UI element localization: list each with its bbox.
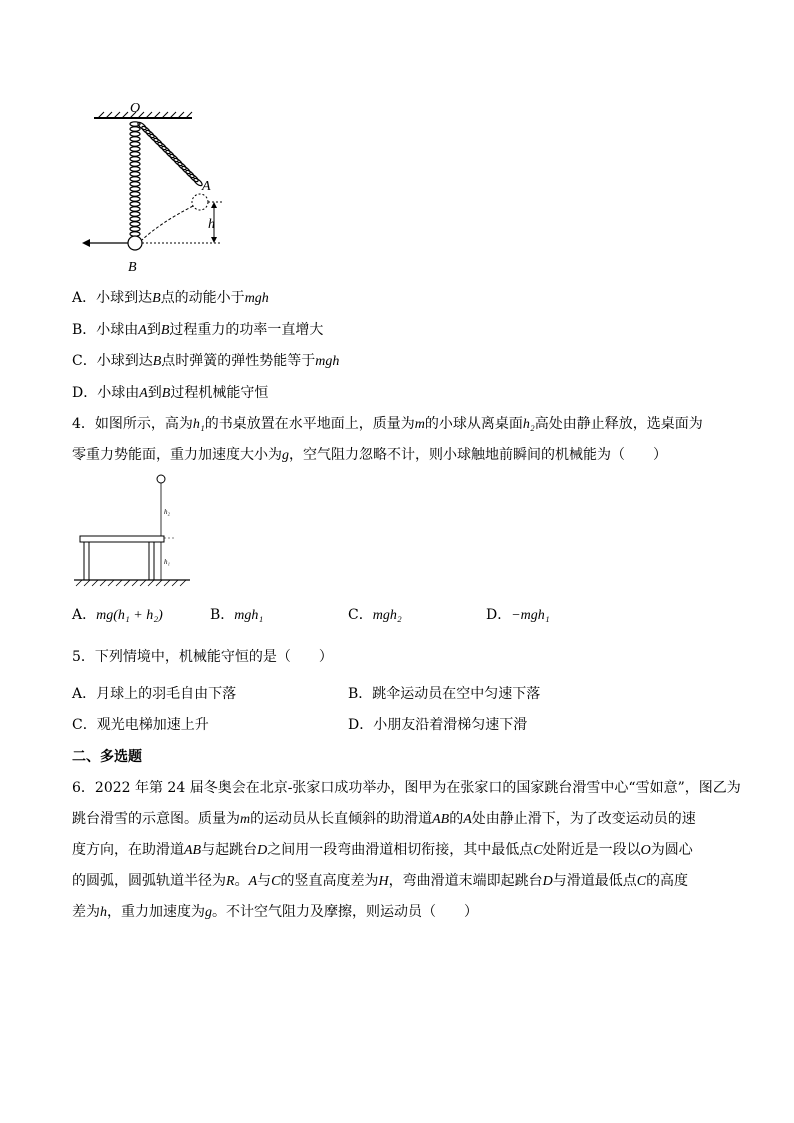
label-h2: h₂ [164, 508, 170, 516]
q5-option-a[interactable]: A．月球上的羽毛自由下落 [72, 686, 237, 702]
q4-option-a[interactable]: A．mg(h₁ + h₂) [72, 607, 163, 623]
label-B: B [128, 260, 137, 275]
q4-option-d[interactable]: D．−mgh₁ [486, 607, 550, 623]
q6-line2: 跳台滑雪的示意图。质量为m的运动员从长直倾斜的助滑道AB的A处由静止滑下，为了改变运动员的速 [72, 811, 696, 827]
label-A: A [202, 179, 211, 194]
q4-option-b[interactable]: B．mgh₁ [210, 607, 264, 623]
q6-line5: 差为h，重力加速度为g。不计空气阻力及摩擦，则运动员（ ） [72, 904, 478, 920]
q4-option-c[interactable]: C．mgh₂ [348, 607, 402, 623]
q5-option-c[interactable]: C．观光电梯加速上升 [72, 717, 209, 733]
q6-line1: 6．2022 年第 24 届冬奥会在北京-张家口成功举办，图甲为在张家口的国家跳台滑雪中心“雪如意”，图乙为 [72, 780, 741, 796]
label-O: O [130, 101, 141, 116]
q5-option-d[interactable]: D．小朋友沿着滑梯匀速下滑 [348, 717, 528, 733]
q5-stem: 5．下列情境中，机械能守恒的是（ ） [72, 649, 333, 665]
q6-line3: 度方向，在助滑道AB与起跳台D之间用一段弯曲滑道相切衔接，其中最低点C处附近是一段以O为圆心 [72, 842, 693, 858]
label-h1: h₁ [164, 558, 170, 566]
q3-option-c[interactable]: C．小球到达B点时弹簧的弹性势能等于mgh [72, 353, 340, 369]
q3-option-a[interactable]: A．小球到达B点的动能小于mgh [72, 290, 269, 306]
q3-option-b[interactable]: B．小球由A到B过程重力的功率一直增大 [72, 322, 324, 338]
q6-line4: 的圆弧，圆弧轨道半径为R。A与C的竖直高度差为H，弯曲滑道末端即起跳台D与滑道最低点C的高度 [72, 873, 689, 889]
label-h: h [208, 217, 215, 232]
q4-stem-line1: 4．如图所示，高为h₁的书桌放置在水平地面上，质量为m的小球从离桌面h₂高处由静止释放，选桌面为 [72, 416, 703, 432]
section-title: 二、多选题 [72, 749, 142, 765]
q5-option-b[interactable]: B．跳伞运动员在空中匀速下落 [348, 686, 541, 702]
desk-ball-figure [72, 470, 192, 590]
q3-option-d[interactable]: D．小球由A到B过程机械能守恒 [72, 385, 269, 401]
q4-stem-line2: 零重力势能面，重力加速度大小为g，空气阻力忽略不计，则小球触地前瞬间的机械能为（ ） [72, 447, 667, 463]
spring-pendulum-figure [80, 98, 240, 276]
